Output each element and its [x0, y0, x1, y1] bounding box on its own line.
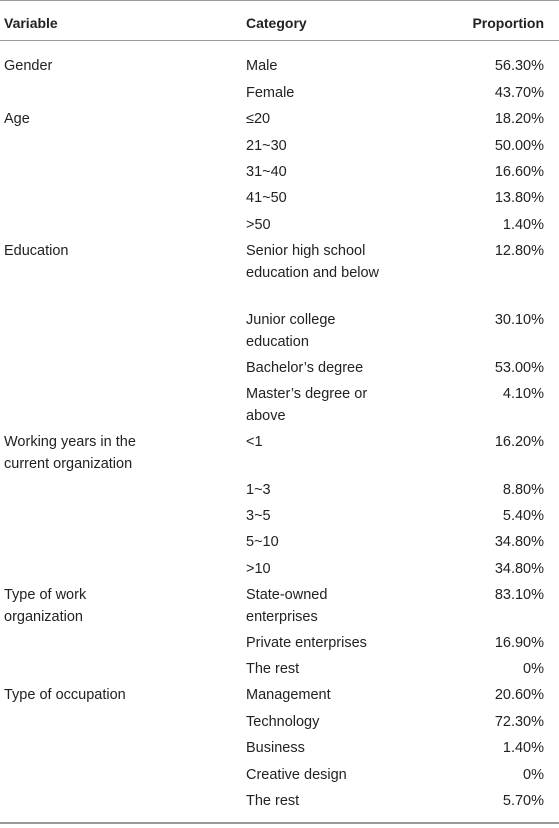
proportion-cell: 8.80% — [502, 482, 544, 498]
variable-cell: Gender — [4, 58, 53, 74]
header-proportion: Proportion — [472, 15, 544, 31]
proportion-cell: 72.30% — [494, 714, 544, 730]
category-cell: Private enterprises — [246, 635, 367, 651]
proportion-cell: 30.10% — [494, 312, 544, 328]
proportion-cell: 18.20% — [494, 111, 544, 127]
proportion-cell: 16.90% — [494, 635, 544, 651]
category-cell: 31~40 — [246, 164, 287, 180]
category-cell: 41~50 — [246, 190, 287, 206]
category-cell: Bachelor’s degree — [246, 360, 364, 376]
proportion-cell: 16.20% — [494, 434, 544, 450]
category-cell: Male — [246, 58, 278, 74]
proportion-cell: 16.60% — [494, 164, 544, 180]
category-cell: 1~3 — [246, 482, 271, 498]
proportion-cell: 5.40% — [502, 508, 544, 524]
proportion-cell: 12.80% — [494, 243, 544, 259]
proportion-cell: 50.00% — [494, 138, 544, 154]
proportion-cell: 56.30% — [494, 58, 544, 74]
category-cell: 5~10 — [246, 534, 279, 550]
category-cell: The rest — [246, 661, 300, 677]
category-cell: >10 — [246, 561, 271, 577]
variable-cell: Type of work organization — [4, 587, 87, 625]
category-cell: <1 — [246, 434, 263, 450]
category-cell: Master’s degree or above — [246, 386, 368, 424]
category-cell: Technology — [246, 714, 320, 730]
category-cell: >50 — [246, 217, 271, 233]
proportion-cell: 20.60% — [494, 687, 544, 703]
table-header-row — [0, 0, 559, 40]
category-cell: Creative design — [246, 767, 347, 783]
proportion-cell: 0% — [523, 767, 544, 783]
variable-cell: Age — [4, 111, 30, 127]
category-cell: Business — [246, 740, 305, 756]
category-cell: State-owned enterprises — [246, 587, 328, 625]
table-header-rule — [0, 40, 559, 41]
proportion-cell: 13.80% — [494, 190, 544, 206]
variable-cell: Working years in the current organization — [4, 434, 136, 472]
proportion-cell: 4.10% — [502, 386, 544, 402]
category-cell: Junior college education — [246, 312, 336, 350]
category-cell: Senior high school education and below — [246, 243, 380, 281]
category-cell: 3~5 — [246, 508, 271, 524]
proportion-cell: 0% — [523, 661, 544, 677]
category-cell: Female — [246, 85, 295, 101]
proportion-cell: 34.80% — [494, 561, 544, 577]
proportion-cell: 1.40% — [502, 740, 544, 756]
header-variable: Variable — [4, 15, 58, 31]
proportion-cell: 43.70% — [494, 85, 544, 101]
proportion-cell: 5.70% — [502, 793, 544, 809]
category-cell: 21~30 — [246, 138, 287, 154]
proportion-cell: 1.40% — [502, 217, 544, 233]
category-cell: Management — [246, 687, 331, 703]
category-cell: ≤20 — [246, 111, 271, 127]
category-cell: The rest — [246, 793, 300, 809]
table-bottom-rule — [0, 822, 559, 824]
proportion-cell: 83.10% — [494, 587, 544, 603]
proportion-cell: 53.00% — [494, 360, 544, 376]
variable-cell: Education — [4, 243, 69, 259]
header-category: Category — [246, 15, 307, 31]
variable-cell: Type of occupation — [4, 687, 126, 703]
proportion-cell: 34.80% — [494, 534, 544, 550]
